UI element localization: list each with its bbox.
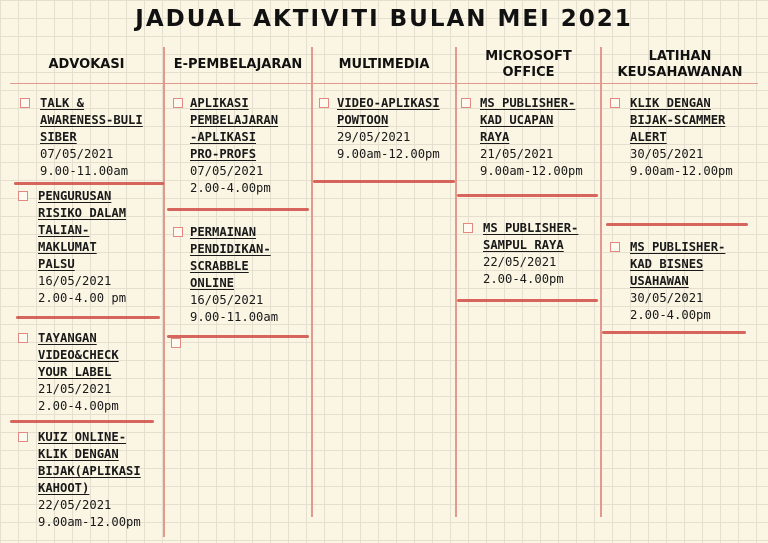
activity-time: 2.00-4.00pm: [483, 272, 564, 286]
activity-checkbox[interactable]: [18, 333, 28, 343]
activity-title: VIDEO-APLIKASI POWTOON: [337, 96, 440, 127]
activity-date: 30/05/2021: [630, 291, 704, 305]
empty-checkbox[interactable]: [171, 338, 181, 348]
activity-separator: [313, 180, 455, 183]
activity-checkbox[interactable]: [610, 98, 620, 108]
activity-checkbox[interactable]: [610, 242, 620, 252]
activity-separator: [16, 316, 160, 319]
column-heading: MULTIMEDIA: [338, 57, 430, 72]
activity-time: 9.00am-12.00pm: [630, 164, 733, 178]
column-advokasi: [10, 47, 163, 543]
activity-date: 16/05/2021: [38, 274, 112, 288]
activity-time: 2.00-4.00 pm: [38, 291, 127, 305]
activity-checkbox[interactable]: [463, 223, 473, 233]
activity-checkbox[interactable]: [319, 98, 329, 108]
activity-separator: [167, 208, 309, 211]
activity-checkbox[interactable]: [18, 191, 28, 201]
column-latihan-keusahawanan: [602, 47, 758, 543]
activity-date: 07/05/2021: [190, 164, 264, 178]
activity-checkbox[interactable]: [173, 227, 183, 237]
activity-title: MS PUBLISHER- SAMPUL RAYA: [483, 221, 579, 252]
activity-time: 2.00-4.00pm: [190, 181, 271, 195]
activity-date: 21/05/2021: [38, 382, 112, 396]
activity-title: PENGURUSAN RISIKO DALAM TALIAN- MAKLUMAT PALSU: [38, 189, 127, 271]
activity-separator: [457, 194, 598, 197]
activity-date: 22/05/2021: [38, 498, 112, 512]
activity-title: TAYANGAN VIDEO&CHECK YOUR LABEL: [38, 331, 119, 379]
activity-date: 29/05/2021: [337, 130, 411, 144]
column-microsoft-office: [457, 47, 600, 543]
activity-date: 22/05/2021: [483, 255, 557, 269]
activity-date: 07/05/2021: [40, 147, 114, 161]
activity-time: 9.00am-12.00pm: [38, 515, 141, 529]
activity-separator: [606, 223, 748, 226]
activity-checkbox[interactable]: [20, 98, 30, 108]
activity-time: 9.00am-12.00pm: [337, 147, 440, 161]
activity-title: MS PUBLISHER- KAD UCAPAN RAYA: [480, 96, 576, 144]
activity-separator: [602, 331, 746, 334]
activity-checkbox[interactable]: [173, 98, 183, 108]
activity-date: 21/05/2021: [480, 147, 554, 161]
activity-time: 2.00-4.00pm: [630, 308, 711, 322]
column-heading: MICROSOFT OFFICE: [485, 49, 572, 80]
activity-time: 2.00-4.00pm: [38, 399, 119, 413]
activity-title: KLIK DENGAN BIJAK-SCAMMER ALERT: [630, 96, 726, 144]
column-multimedia: [313, 47, 455, 543]
activity-separator: [14, 182, 164, 185]
column-heading: ADVOKASI: [48, 57, 125, 72]
activity-separator: [167, 335, 309, 338]
activity-title: TALK & AWARENESS-BULI SIBER: [40, 96, 143, 144]
column-heading: E-PEMBELAJARAN: [173, 57, 303, 72]
column-e-pembelajaran: [165, 47, 311, 543]
activity-time: 9.00-11.00am: [190, 310, 279, 324]
activity-date: 16/05/2021: [190, 293, 264, 307]
activity-separator: [457, 299, 598, 302]
page-title: JADUAL AKTIVITI BULAN MEI 2021: [135, 6, 633, 32]
activity-separator: [10, 420, 154, 423]
column-heading: LATIHAN KEUSAHAWANAN: [617, 49, 743, 80]
activity-title: MS PUBLISHER- KAD BISNES USAHAWAN: [630, 240, 726, 288]
activity-title: PERMAINAN PENDIDIKAN- SCRABBLE ONLINE: [190, 225, 271, 290]
activity-time: 9.00-11.00am: [40, 164, 129, 178]
activity-title: KUIZ ONLINE- KLIK DENGAN BIJAK(APLIKASI KAHOOT): [38, 430, 141, 495]
activity-checkbox[interactable]: [461, 98, 471, 108]
activity-time: 9.00am-12.00pm: [480, 164, 583, 178]
activity-title: APLIKASI PEMBELAJARAN -APLIKASI PRO-PROFS: [190, 96, 279, 161]
activity-date: 30/05/2021: [630, 147, 704, 161]
activity-checkbox[interactable]: [18, 432, 28, 442]
